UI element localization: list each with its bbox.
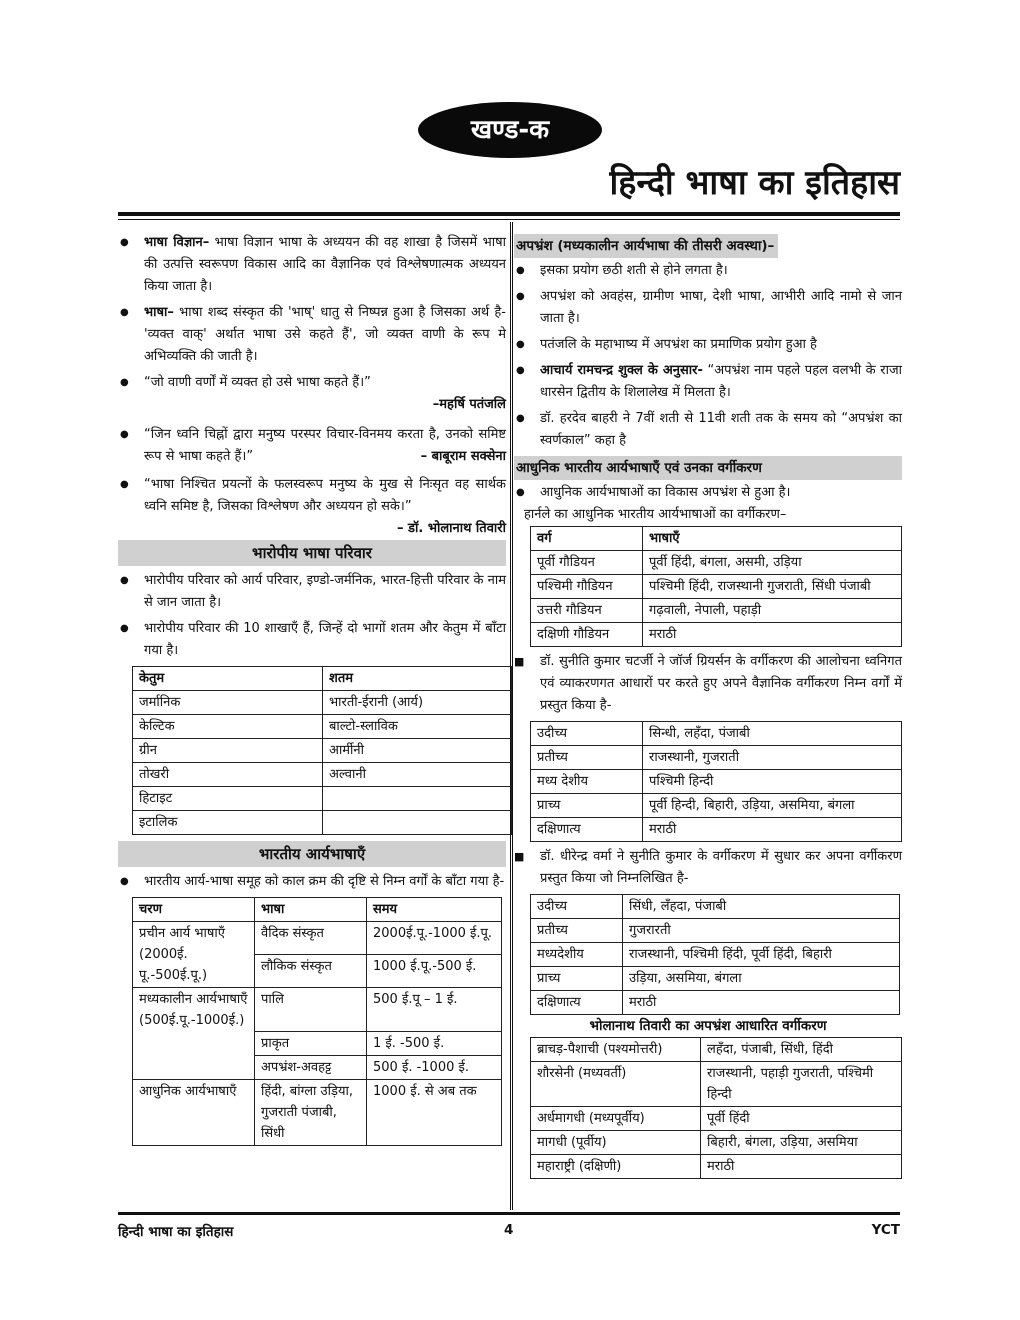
list-item [118, 372, 506, 394]
list-item: ● भारतीय आर्य-भाषा समूह को काल क्रम की दृष्टि से निम्न वर्गों के बाँटा गया है- [118, 871, 506, 893]
left-column [118, 232, 506, 1146]
table-row [133, 715, 512, 739]
definition: “अपभ्रंश नाम पहले पहल वलभी के राजा धारसेन द्वितीय के शिलालेख में मिलता है। [540, 363, 902, 400]
definition: भाषा शब्द संस्कृत की 'भाष्' धातु से निष्पन्न हुआ है जिसका अर्थ है- 'व्यक्त वाक्' अर्थात भाषा उसे कहते हैं', जो व्यक्त वाणी के रूप मे अभिव्यक्ति की जाती है। [144, 305, 506, 364]
table-row [531, 623, 902, 647]
table-cell: इटालिक [133, 811, 323, 835]
table-cell: बाल्टो-स्लाविक [323, 715, 512, 739]
table-cell: 1 ई. -500 ई. [367, 1032, 502, 1056]
page-number: 4 [504, 1222, 514, 1238]
table-row [531, 1107, 902, 1131]
table-cell: आधुनिक आर्यभाषाएँ [133, 1080, 255, 1146]
column-divider-2 [512, 222, 513, 1210]
table-aryabhasha-stages [132, 897, 502, 1146]
term: आचार्य रामचन्द्र शुक्ल के अनुसार- [540, 363, 703, 378]
table-cell: केल्टिक [133, 715, 323, 739]
table-row [531, 575, 902, 599]
table-row [133, 988, 502, 1032]
table-cell: 500 ई.पू – 1 ई. [367, 988, 502, 1032]
list-item [118, 474, 506, 536]
table-row [531, 770, 902, 794]
table-cell: पूर्वी हिंदी [701, 1107, 902, 1131]
table-row [531, 1155, 902, 1179]
table-cell: राजस्थानी, गुजराती [643, 746, 902, 770]
table-row [531, 967, 900, 991]
title-rule [118, 212, 900, 216]
table-cell: उदीच्य [531, 895, 623, 919]
quote-author: – बाबूराम सक्सेना [420, 449, 506, 464]
list-item: ● भारोपीय परिवार की 10 शाखाएँ हैं, जिन्हें दो भागों शतम और केतुम में बाँटा गया है। [118, 618, 506, 662]
table-cell: पालि [255, 988, 367, 1032]
table-cell: हिंदी, बांग्ला उड़िया, गुजराती पंजाबी, सिंधी [255, 1080, 367, 1146]
list-item [514, 360, 902, 404]
table-cell: बिहारी, बंगला, उड़िया, असमिया [701, 1131, 902, 1155]
table-cell [323, 811, 512, 835]
table-cell: मराठी [623, 991, 900, 1015]
table-row [531, 551, 902, 575]
list-item: ● भारोपीय परिवार को आर्य परिवार, इण्डो-जर्मनिक, भारत-हित्ती परिवार के नाम से जान जाता है। [118, 570, 506, 614]
term: भाषा विज्ञान– [144, 235, 210, 250]
table-cell: अर्धमागधी (मध्यपूर्वीय) [531, 1107, 701, 1131]
footer-title: हिन्दी भाषा का इतिहास [118, 1224, 234, 1240]
table-row [133, 811, 512, 835]
quote: “जो वाणी वर्णों में व्यक्त हो उसे भाषा कहते हैं।” [144, 375, 371, 390]
list-item: ■ डॉ. धीरेन्द्र वर्मा ने सुनीति कुमार के वर्गीकरण में सुधार कर अपना वर्गीकरण प्रस्तुत किया जो निम्नलिखित है- [514, 846, 902, 890]
table-ketum-shatam [132, 666, 512, 835]
table-cell: सिन्धी, लहँदा, पंजाबी [643, 722, 902, 746]
quote: “जिन ध्वनि चिह्नों द्वारा मनुष्य परस्पर विचार-विनमय करता है, उनको समिष्ट रूप से भाषा कहते हैं।” [144, 427, 506, 464]
table-cell: अपभ्रंश-अवहट्ट [255, 1056, 367, 1080]
title-rule-thin [118, 219, 900, 220]
section-heading: भारोपीय भाषा परिवार [118, 540, 506, 566]
table-cell: मराठी [643, 818, 902, 842]
table-cell: गढ़वाली, नेपाली, पहाड़ी [643, 599, 902, 623]
table-row [531, 943, 900, 967]
term: भाषा– [144, 305, 174, 320]
list-item: ● डॉ. हरदेव बाहरी ने 7वीं शती से 11वी शती तक के समय को “अपभ्रंश का स्वर्णकाल” कहा है [514, 408, 902, 452]
table-cell: पश्चिमी हिन्दी [643, 770, 902, 794]
table-cell: ग्रीन [133, 739, 323, 763]
column-header: चरण [133, 898, 255, 922]
table-cell [323, 787, 512, 811]
column-header: केतुम [133, 667, 323, 691]
column-header: भाषाएँ [643, 527, 902, 551]
list-item [118, 302, 506, 368]
table-tiwari [530, 1037, 902, 1179]
list-item: ● इसका प्रयोग छठी शती से होने लगता है। [514, 260, 902, 282]
table-cell: पूर्वी हिन्दी, बिहारी, उड़िया, असमिया, बंगला [643, 794, 902, 818]
table-row [133, 922, 502, 955]
table-row [531, 991, 900, 1015]
quote-author: – डॉ. भोलानाथ तिवारी [397, 521, 506, 536]
table-cell: मराठी [701, 1155, 902, 1179]
table-cell: 1000 ई. से अब तक [367, 1080, 502, 1146]
section-heading: भारतीय आर्यभाषाएँ [118, 841, 506, 867]
table-row [133, 763, 512, 787]
table-cell: पूर्वी गौडियन [531, 551, 643, 575]
table-chatterji [530, 721, 902, 842]
table-row [531, 1038, 902, 1062]
table-cell: भारती-ईरानी (आर्य) [323, 691, 512, 715]
table-row [531, 599, 902, 623]
table-cell: मध्यकालीन आर्यभाषाएँ (500ई.पू.-1000ई.) [133, 988, 255, 1080]
table-cell: उदीच्य [531, 722, 643, 746]
table-cell: महाराष्ट्री (दक्षिणी) [531, 1155, 701, 1179]
section-heading: भोलानाथ तिवारी का अपभ्रंश आधारित वर्गीकरण [589, 1018, 827, 1034]
table-cell: प्रतीच्य [531, 746, 643, 770]
table-cell: प्राच्य [531, 794, 643, 818]
table-row [133, 1080, 502, 1146]
table-cell: प्रतीच्य [531, 919, 623, 943]
table-cell: राजस्थानी, पश्चिमी हिंदी, पूर्वी हिंदी, बिहारी [623, 943, 900, 967]
table-cell: मागधी (पूर्वीय) [531, 1131, 701, 1155]
list-item: ● आधुनिक आर्यभाषाओं का विकास अपभ्रंश से हुआ है। [514, 482, 902, 504]
table-row [531, 818, 902, 842]
table-cell: उत्तरी गौडियन [531, 599, 643, 623]
list-item: ■ डॉ. सुनीति कुमार चटर्जी ने जॉर्ज ग्रियर्सन के वर्गीकरण की आलोचना ध्वनिगत एवं व्याकरणगत आधारों पर करते हुए अपने वैज्ञानिक वर्गीकरण निम्न वर्गों में प्रस्तुत किया है- [514, 651, 902, 717]
table-cell: सिंधी, लँहदा, पंजाबी [623, 895, 900, 919]
quote-author: –महर्षि पतंजलि [432, 397, 506, 412]
table-cell: शौरसेनी (मध्यवर्ती) [531, 1062, 701, 1107]
table-row [133, 787, 512, 811]
table-hoernle [530, 526, 902, 647]
table-row [531, 1062, 902, 1107]
table-cell: गुजरारती [623, 919, 900, 943]
table-cell: मध्य देशीय [531, 770, 643, 794]
table-cell: प्रचीन आर्य भाषाएँ (2000ई. पू.-500ई.पू.) [133, 922, 255, 988]
table-cell: जर्मानिक [133, 691, 323, 715]
page-title: हिन्दी भाषा का इतिहास [609, 163, 900, 203]
column-header: वर्ग [531, 527, 643, 551]
table-cell: मराठी [643, 623, 902, 647]
section-badge: खण्ड-क [418, 102, 602, 158]
table-row [133, 739, 512, 763]
table-cell: दक्षिणी गौडियन [531, 623, 643, 647]
table-cell: ब्राचड़-पैशाची (पश्यमोत्तरी) [531, 1038, 701, 1062]
column-header: समय [367, 898, 502, 922]
footer-rule [118, 1212, 900, 1215]
table-cell: हिटाइट [133, 787, 323, 811]
table-cell: पश्चिमी हिंदी, राजस्थानी गुजराती, सिंधी पंजाबी [643, 575, 902, 599]
table-row [531, 919, 900, 943]
definition: भाषा विज्ञान भाषा के अध्ययन की वह शाखा है जिसमें भाषा की उत्पत्ति स्वरूपण विकास आदि का वैज्ञानिक एवं विश्लेषणात्मक अध्ययन किया जाता है। [144, 235, 506, 294]
table-row [531, 794, 902, 818]
table-cell: दक्षिणात्य [531, 991, 623, 1015]
table-row [531, 746, 902, 770]
table-row [531, 895, 900, 919]
column-header: शतम [323, 667, 512, 691]
paragraph: हार्नले का आधुनिक भारतीय आर्यभाषाओं का वर्गीकरण– [524, 507, 787, 522]
table-cell: तोखरी [133, 763, 323, 787]
publisher-mark: YCT [871, 1222, 900, 1238]
table-row [531, 1131, 902, 1155]
column-header: भाषा [255, 898, 367, 922]
table-cell: 1000 ई.पू.-500 ई. [367, 955, 502, 988]
table-cell: पूर्वी हिंदी, बंगला, असमी, उड़िया [643, 551, 902, 575]
section-heading: आधुनिक भारतीय आर्यभाषाएँ एवं उनका वर्गीकरण [514, 456, 902, 480]
table-cell: उड़िया, असमिया, बंगला [623, 967, 900, 991]
table-cell: वैदिक संस्कृत [255, 922, 367, 955]
list-item: ● अपभ्रंश को अवहंस, ग्रामीण भाषा, देशी भाषा, आभीरी आदि नामो से जान जाता है। [514, 286, 902, 330]
table-cell: 2000ई.पू.-1000 ई.पू. [367, 922, 502, 955]
list-item [118, 424, 506, 468]
table-cell: दक्षिणात्य [531, 818, 643, 842]
table-cell: प्राच्य [531, 967, 623, 991]
table-cell: मध्यदेशीय [531, 943, 623, 967]
table-cell: प्राकृत [255, 1032, 367, 1056]
table-verma [530, 894, 900, 1015]
table-cell: राजस्थानी, पहाड़ी गुजराती, पश्चिमी हिन्दी [701, 1062, 902, 1107]
table-row [531, 722, 902, 746]
table-cell: अल्वानी [323, 763, 512, 787]
table-row [133, 691, 512, 715]
table-cell: लौकिक संस्कृत [255, 955, 367, 988]
section-heading: अपभ्रंश (मध्यकालीन आर्यभाषा की तीसरी अवस्था)– [514, 234, 778, 258]
right-column [514, 232, 902, 1179]
table-cell: 500 ई. -1000 ई. [367, 1056, 502, 1080]
quote: “भाषा निश्चित प्रयत्नों के फलस्वरूप मनुष्य के मुख से निःसृत वह सार्थक ध्वनि समिष्ट है, जिसका विश्लेषण और अध्ययन हो सके।” [144, 477, 506, 514]
table-cell: पश्चिमी गौडियन [531, 575, 643, 599]
list-item [118, 232, 506, 298]
list-item: ● पतंजलि के महाभाष्य में अपभ्रंश का प्रमाणिक प्रयोग हुआ है [514, 334, 902, 356]
table-cell: लहँदा, पंजाबी, सिंधी, हिंदी [701, 1038, 902, 1062]
table-cell: आर्मीनी [323, 739, 512, 763]
